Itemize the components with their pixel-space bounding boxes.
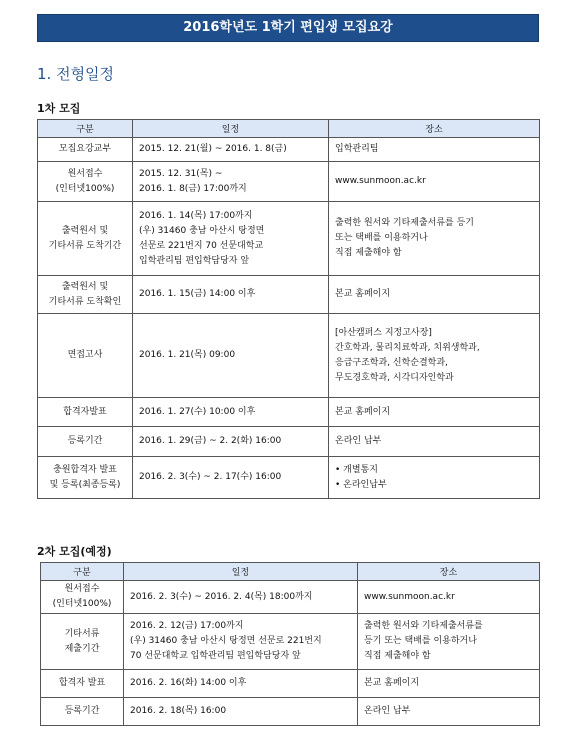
category-line: 기타서류 도착기간 xyxy=(48,240,122,251)
category-line: 기타서류 xyxy=(64,628,100,639)
schedule-cell xyxy=(124,670,358,698)
category-line: 등록기간 xyxy=(64,706,100,716)
schedule-line: 2016. 1. 14(목) 17:00까지 xyxy=(139,210,253,221)
category-line: 출력원서 및 xyxy=(61,225,109,236)
schedule-line: 2016. 2. 3(수) ~ 2. 17(수) 16:00 xyxy=(139,472,282,482)
category-cell xyxy=(38,457,133,499)
place-line: 무도경호학과, 시각디자인학과 xyxy=(335,372,454,383)
category-cell xyxy=(38,138,133,162)
place-line: www.sunmoon.ac.kr xyxy=(335,176,426,186)
schedule-line: 70 선문대학교 입학관리팀 편입학담당자 앞 xyxy=(130,651,301,661)
category-cell xyxy=(38,427,133,457)
table-row xyxy=(38,276,540,314)
place-line: 응급구조학과, 신학순결학과, xyxy=(335,357,448,368)
category-line: 출력원서 및 xyxy=(61,281,109,292)
table-row xyxy=(41,614,540,670)
table-row xyxy=(38,398,540,427)
place-line: 직접 제출해야 함 xyxy=(364,651,431,661)
place-cell xyxy=(358,581,540,614)
place-line: 본교 홈페이지 xyxy=(335,406,391,417)
category-line: 원서접수 xyxy=(64,584,100,594)
schedule-line: 2016. 1. 29(금) ~ 2. 2(화) 16:00 xyxy=(139,436,282,446)
schedule-line: 2015. 12. 31(목) ~ xyxy=(139,168,223,179)
category-line: 합격자발표 xyxy=(63,406,107,417)
schedule-line: 2016. 2. 16(화) 14:00 이후 xyxy=(130,678,247,688)
schedule-line: 입학관리팀 편입학담당자 앞 xyxy=(139,255,250,266)
schedule-line: 선문로 221번지 70 선문대학교 xyxy=(139,240,264,251)
table-header-row xyxy=(41,563,540,581)
header-category: 구분 xyxy=(41,563,124,581)
round2-heading: 2차 모집(예정) xyxy=(37,545,112,558)
place-line: 본교 홈페이지 xyxy=(364,678,420,688)
table-header-row xyxy=(38,120,540,138)
schedule-line: 2016. 1. 15(금) 14:00 이후 xyxy=(139,289,256,299)
place-line: 본교 홈페이지 xyxy=(335,289,391,299)
place-cell xyxy=(329,202,540,276)
table-row xyxy=(38,427,540,457)
place-line: 온라인 납부 xyxy=(364,706,411,716)
category-cell xyxy=(38,202,133,276)
category-cell xyxy=(38,314,133,398)
schedule-cell xyxy=(133,276,329,314)
category-line: 모집요강교부 xyxy=(58,144,112,154)
schedule-cell xyxy=(133,202,329,276)
table-row xyxy=(41,581,540,614)
place-line: 입학관리팀 xyxy=(335,144,379,154)
place-line: 출력한 원서와 기타제출서류를 등기 xyxy=(335,218,474,228)
round1-heading: 1차 모집 xyxy=(37,102,81,115)
schedule-line: 2016. 2. 12(금) 17:00까지 xyxy=(130,621,244,631)
header-category: 구분 xyxy=(38,120,133,138)
place-cell xyxy=(358,614,540,670)
document-title: 2016학년도 1학기 편입생 모집요강 xyxy=(37,14,539,42)
place-cell xyxy=(329,427,540,457)
category-cell xyxy=(38,162,133,202)
table-row xyxy=(38,202,540,276)
place-cell xyxy=(329,457,540,499)
place-line: • 개별통지 xyxy=(335,464,378,475)
header-place: 장소 xyxy=(358,563,540,581)
category-cell xyxy=(41,614,124,670)
schedule-cell xyxy=(133,398,329,427)
place-line: 온라인 납부 xyxy=(335,436,382,446)
place-line: 직접 제출해야 함 xyxy=(335,248,402,258)
header-schedule: 일정 xyxy=(124,563,358,581)
category-line: 및 등록(최종등록) xyxy=(49,479,121,490)
place-line: 등기 또는 택배를 이용하거나 xyxy=(364,636,477,646)
schedule-cell xyxy=(133,457,329,499)
place-line: 출력한 원서와 기타제출서류를 xyxy=(364,621,483,631)
place-line: 간호학과, 물리치료학과, 치위생학과, xyxy=(335,342,480,353)
schedule-cell xyxy=(133,162,329,202)
table-row xyxy=(41,670,540,698)
place-cell xyxy=(329,314,540,398)
category-line: (인터넷100%) xyxy=(55,183,115,194)
category-line: 제출기간 xyxy=(64,643,100,654)
place-cell xyxy=(358,698,540,726)
round2-schedule-table xyxy=(40,562,540,726)
schedule-line: 2016. 1. 21(목) 09:00 xyxy=(139,350,236,360)
place-line: • 온라인납부 xyxy=(335,479,387,490)
table-row xyxy=(41,698,540,726)
table-row xyxy=(38,457,540,499)
table-row xyxy=(38,314,540,398)
category-line: 기타서류 도착확인 xyxy=(48,296,122,307)
header-schedule: 일정 xyxy=(133,120,329,138)
category-line: 충원합격자 발표 xyxy=(53,464,117,475)
place-cell xyxy=(329,162,540,202)
category-line: 합격자 발표 xyxy=(58,678,106,688)
schedule-line: (우) 31460 충남 아산시 탕정면 xyxy=(139,225,265,236)
place-line: www.sunmoon.ac.kr xyxy=(364,591,455,602)
schedule-cell xyxy=(124,581,358,614)
category-cell xyxy=(41,698,124,726)
header-place: 장소 xyxy=(329,120,540,138)
place-cell xyxy=(329,398,540,427)
schedule-cell xyxy=(133,138,329,162)
category-cell xyxy=(38,398,133,427)
schedule-line: 2015. 12. 21(월) ~ 2016. 1. 8(금) xyxy=(139,144,287,154)
schedule-line: (우) 31460 충남 아산시 탕정면 선문로 221번지 xyxy=(130,636,322,646)
schedule-line: 2016. 1. 27(수) 10:00 이후 xyxy=(139,406,256,417)
category-cell xyxy=(41,581,124,614)
table-row xyxy=(38,138,540,162)
category-cell xyxy=(41,670,124,698)
schedule-cell xyxy=(133,314,329,398)
place-line: 또는 택배를 이용하거나 xyxy=(335,233,428,243)
schedule-cell xyxy=(124,698,358,726)
section-heading: 1. 전형일정 xyxy=(37,65,115,83)
category-line: (인터넷100%) xyxy=(52,599,112,609)
category-line: 등록기간 xyxy=(67,436,103,446)
schedule-cell xyxy=(124,614,358,670)
schedule-cell xyxy=(133,427,329,457)
place-cell xyxy=(329,276,540,314)
place-cell xyxy=(358,670,540,698)
category-line: 면접고사 xyxy=(67,350,103,360)
schedule-line: 2016. 1. 8(금) 17:00까지 xyxy=(139,183,247,194)
place-line: [아산캠퍼스 지정고사장] xyxy=(335,327,432,338)
place-cell xyxy=(329,138,540,162)
round1-schedule-table xyxy=(37,119,540,499)
schedule-line: 2016. 2. 3(수) ~ 2016. 2. 4(목) 18:00까지 xyxy=(130,591,313,602)
category-line: 원서접수 xyxy=(67,168,103,179)
schedule-line: 2016. 2. 18(목) 16:00 xyxy=(130,706,227,716)
table-row xyxy=(38,162,540,202)
category-cell xyxy=(38,276,133,314)
